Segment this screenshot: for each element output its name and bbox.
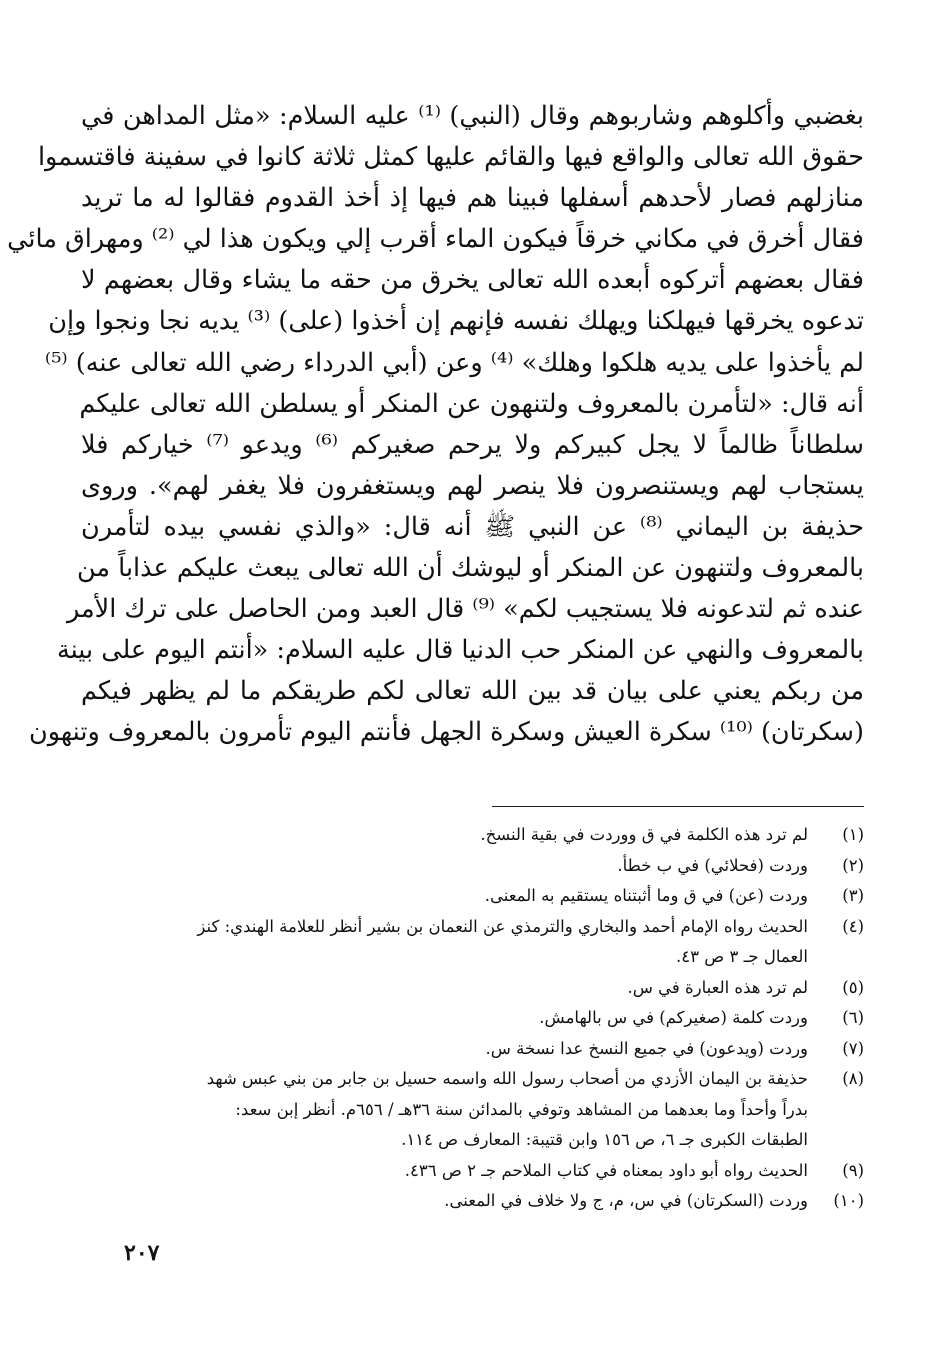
footnote [81,973,864,1004]
text-line: منازلهم فصار لأحدهم أسفلها فبينا هم فيها إذ أخذ القدوم فقالوا له ما تريد [81,183,864,214]
footnote-text: بدراً وأحداً وما بعدهما من المشاهد وتوفي بالمدائن سنة ٣٦هـ / ٦٥٦م. أنظر إبن سعد: [235,1099,808,1119]
footnotes [81,820,864,1217]
text-line: بالمعروف والنهي عن المنكر حب الدنيا قال عليه السلام: «أنتم اليوم على بينة [56,635,864,666]
footnote-text: لم ترد هذه الكلمة في ق ووردت في بقية النسخ. [480,825,808,844]
page-number: ٢٠٧ [124,1240,160,1266]
footnote-text: وردت (عن) في ق وما أثبتناه يستقيم به المعنى. [484,886,808,905]
text-line: حذيفة بن اليماني ⁽⁸⁾ عن النبي ﷺ أنه قال: «والذي نفسي بيده لتأمرن [81,511,864,542]
text-line: لم يأخذوا على يديه هلكوا وهلك» ⁽⁴⁾ وعن (أبي الدرداء رضي الله تعالى عنه) ⁽⁵⁾ [44,347,864,378]
footnote-number: (٣) [842,886,864,905]
footnote [81,912,864,973]
footnote-number: (٧) [842,1038,864,1058]
footnote-separator [492,806,864,807]
text-line: بالمعروف ولتنهون عن المنكر أو ليوشك أن الله تعالى يبعث عليكم عذاباً من [77,553,864,584]
text-line: بغضبي وأكلوهم وشاربوهم وقال (النبي) ⁽¹⁾ عليه السلام: «مثل المداهن في [81,101,864,131]
footnote-number: (١) [842,825,864,844]
text-line: من ربكم يعني على بيان قد بين الله تعالى لكم طريقكم ما لم يظهر فيكم [81,676,864,707]
footnote [81,820,864,851]
footnote-text: وردت (السكرتان) في س، م، ج ولا خلاف في المعنى. [444,1191,808,1210]
text-line: سلطاناً ظالماً لا يجل كبيركم ولا يرحم صغيركم ⁽⁶⁾ ويدعو ⁽⁷⁾ خياركم فلا [81,429,864,460]
text-line: تدعوه يخرقها فيهلكنا ويهلك نفسه فإنهم إن أخذوا (على) ⁽³⁾ يديه نجا ونجوا وإن [48,306,864,337]
footnote-text: الطبقات الكبرى جـ ٦، ص ١٥٦ وابن قتيبة: المعارف ص ١١٤. [401,1130,808,1149]
text-line: (سكرتان) ⁽¹⁰⁾ سكرة العيش وسكرة الجهل فأنتم اليوم تأمرون بالمعروف وتنهون [29,717,864,748]
footnote-number: (٢) [842,855,864,875]
footnote-text: وردت (فحلائي) في ب خطأ. [617,855,808,875]
main-text [7,96,864,754]
footnote-number: (٩) [842,1160,864,1180]
text-line: عنده ثم لتدعونه فلا يستجيب لكم» ⁽⁹⁾ قال العبد ومن الحاصل على ترك الأمر [66,594,864,625]
text-line: فقال أخرق في مكاني خرقاً فيكون الماء أقرب إلي ويكون هذا لي ⁽²⁾ ومهراق مائي [7,224,864,255]
footnote-number: (٥) [842,977,864,997]
footnote-number: (١٠) [833,1191,864,1210]
text-line: أنه قال: «لتأمرن بالمعروف ولتنهون عن المنكر أو يسلطن الله تعالى عليكم [79,388,864,419]
footnote-number: (٤) [842,916,864,936]
footnote [81,881,864,912]
footnote-text: لم ترد هذه العبارة في س. [627,977,808,997]
text-line: حقوق الله تعالى والواقع فيها والقائم عليها كمثل ثلاثة كانوا في سفينة فاقتسموا [37,142,864,173]
footnote [81,1186,864,1217]
footnote-number: (٦) [842,1008,864,1027]
footnote [81,1156,864,1187]
footnote-number: (٨) [842,1069,864,1088]
footnote-text: حذيفة بن اليمان الأزدي من أصحاب رسول الله واسمه حسيل بن جابر من بني عبس شهد [206,1069,808,1088]
footnote [81,1034,864,1065]
footnote [81,1064,864,1156]
footnote-text: وردت كلمة (صغيركم) في س بالهامش. [539,1008,808,1027]
footnote [81,851,864,882]
footnote-text: العمال جـ ٣ ص ٤٣. [676,947,808,966]
footnote-text: الحديث رواه أبو داود بمعناه في كتاب الملاحم جـ ٢ ص ٤٣٦. [404,1160,808,1180]
footnote-text: وردت (ويدعون) في جميع النسخ عدا نسخة س. [485,1038,808,1058]
text-line: فقال بعضهم أتركوه أبعده الله تعالى يخرق من حقه ما يشاء وقال بعضهم لا [81,265,864,296]
footnote-text: الحديث رواه الإمام أحمد والبخاري والترمذي عن النعمان بن بشير أنظر للعلامة الهندي: كنز [197,916,808,936]
footnote [81,1003,864,1034]
text-line: يستجاب لهم ويستنصرون فلا ينصر لهم ويستغفرون فلا يغفر لهم». وروى [81,470,864,501]
